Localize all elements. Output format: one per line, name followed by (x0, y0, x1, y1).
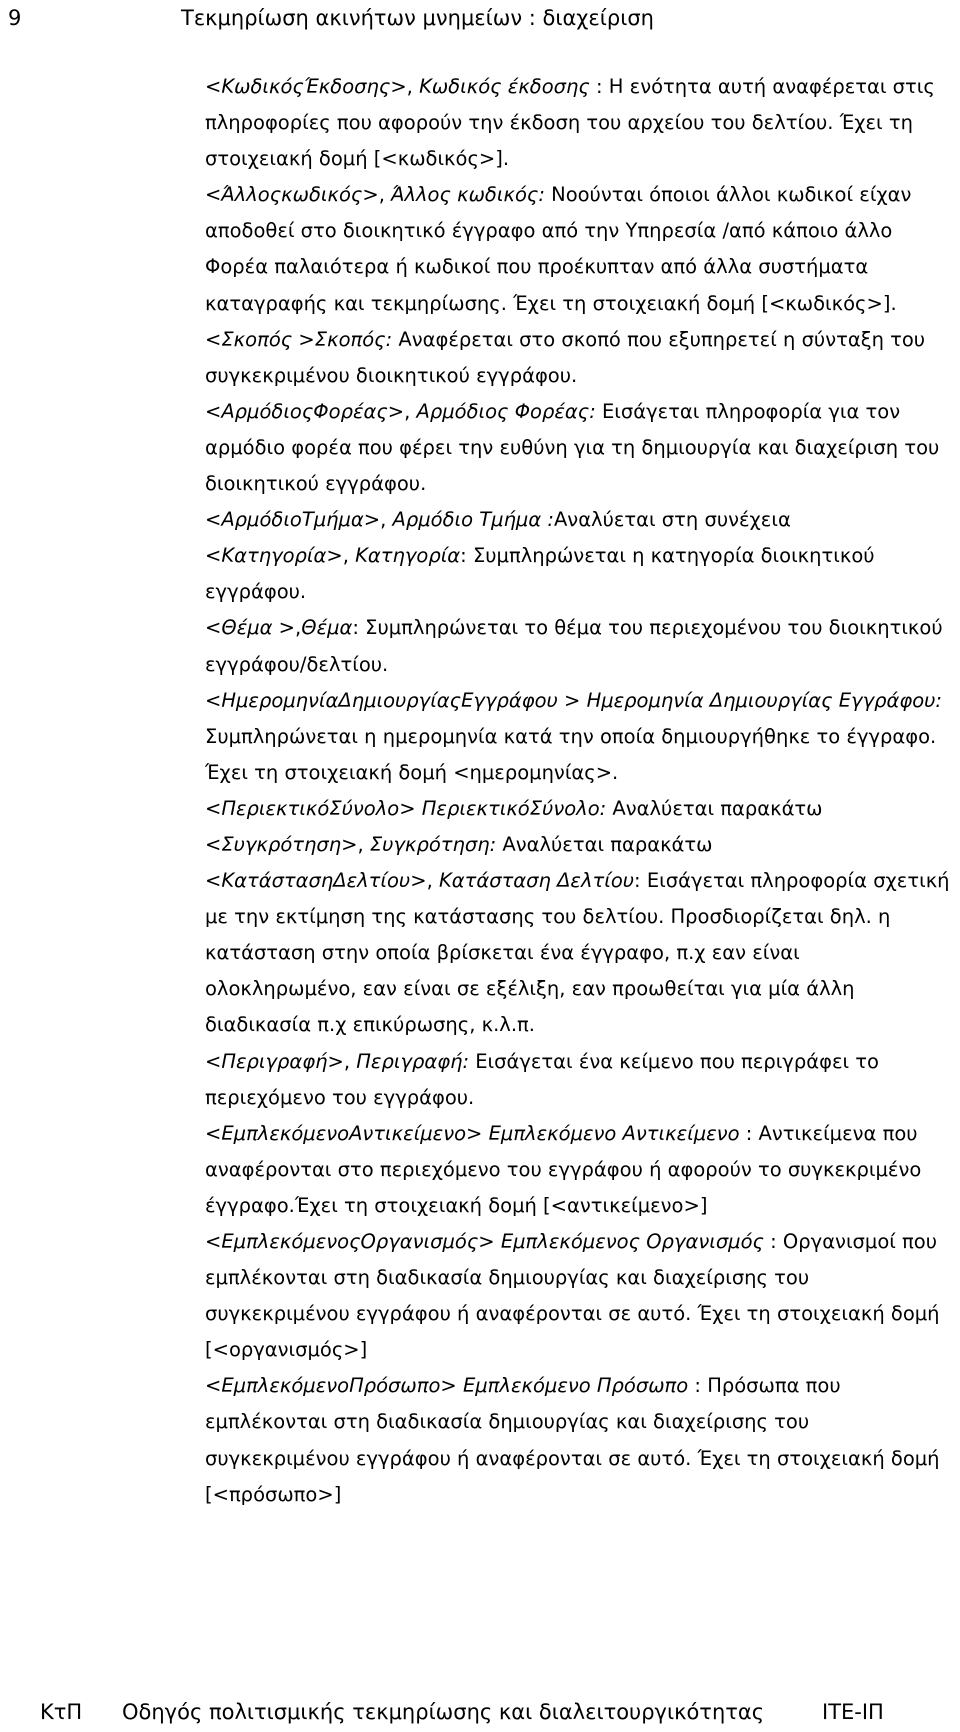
field-separator: , (342, 544, 356, 568)
field-description: : Συμπληρώνεται η κατηγορία διοικητικού εγγράφου. (205, 544, 875, 604)
field-tag: <Θέμα > (205, 616, 296, 640)
field-entry-thema (205, 610, 950, 682)
field-tag: <ΕμπλεκόμενοΑντικείμενο> (205, 1121, 483, 1145)
field-description: Εισάγεται ένα κείμενο που περιγράφει το περιεχόμενο του εγγράφου. (205, 1049, 879, 1109)
field-name: Ημερομηνία Δημιουργίας Εγγράφου: (586, 688, 942, 712)
field-tag: <Συγκρότηση> (205, 832, 358, 856)
field-name: Εμπλεκόμενος Οργανισμός (500, 1230, 764, 1253)
field-description: Νοούνται όποιοι άλλοι κωδικοί είχαν αποδοθεί στο διοικητικό έγγραφο από την Υπηρεσία /από κάποιο άλλο Φορέα παλαιότερα ή κωδικοί που προέκυπταν από άλλα συστήματα καταγραφής και τεκμηρίωσης. Έχει τη στοιχειακή δομή [<κωδικός>]. (205, 183, 912, 315)
field-description: Αναφέρεται στο σκοπό που εξυπηρετεί η σύνταξη του συγκεκριμένου διοικητικού εγγράφου. (205, 327, 926, 387)
field-tag: <Περιγραφή> (205, 1049, 344, 1073)
footer-institute: ΙΤΕ-ΙΠ (822, 1700, 884, 1724)
field-tag: <ΚατάστασηΔελτίου> (205, 869, 427, 893)
field-tag: <Κατηγορία> (205, 544, 343, 568)
field-name: Περιγραφή: (356, 1049, 470, 1073)
running-title: Τεκμηρίωση ακινήτων μνημείων : διαχείριση (181, 6, 654, 30)
page-footer (0, 1694, 960, 1730)
field-description: Εισάγεται πληροφορία για τον αρμόδιο φορέα που φέρει την ευθύνη για τη δημιουργία και διαχείριση του διοικητικού εγγράφου. (205, 399, 940, 496)
field-separator: , (404, 399, 417, 423)
field-description: : Πρόσωπα που εμπλέκονται στη διαδικασία δημιουργίας και διαχείρισης του συγκεκριμένου εγγράφου ή αναφέρονται σε αυτό. Έχει τη στοιχειακή δομή [<πρόσωπο>] (205, 1374, 940, 1506)
field-tag: <ΠεριεκτικόΣύνολο> (205, 796, 416, 820)
field-tag: <ΕμπλεκόμενοΠρόσωπο> (205, 1374, 457, 1398)
field-entry-armodio-tmima (205, 502, 950, 538)
field-name: Κατηγορία (355, 544, 461, 568)
field-entry-perigrafi (205, 1044, 950, 1116)
field-entry-emplekomenos-organismos (205, 1224, 950, 1368)
field-description: : Οργανισμοί που εμπλέκονται στη διαδικασία δημιουργίας και διαχείρισης του συγκεκριμένου εγγράφου ή αναφέρονται σε αυτό. Έχει τη στοιχειακή δομή [<οργανισμός>] (205, 1230, 940, 1362)
field-entry-allos-kodikos (205, 177, 950, 321)
footer-organization: ΚτΠ (40, 1700, 83, 1724)
field-entry-katigoria (205, 538, 950, 610)
field-entry-imerominia-dimiourgias (205, 683, 950, 791)
field-name: Αρμόδιο Τμήμα : (392, 508, 554, 532)
field-entry-skopos (205, 322, 950, 394)
field-description: Συμπληρώνεται η ημερομηνία κατά την οποία δημιουργήθηκε το έγγραφο. Έχει τη στοιχειακή δομή <ημερομηνίας>. (205, 724, 937, 784)
field-separator: , (357, 832, 370, 856)
field-entry-katastasi-deltiou (205, 863, 950, 1043)
field-name: Εμπλεκόμενο Αντικείμενο (488, 1121, 740, 1145)
field-description: : Η ενότητα αυτή αναφέρεται στις πληροφορίες που αφορούν την έκδοση του αρχείου του δελτίου. Έχει τη στοιχειακή δομή [<κωδικός>]. (205, 75, 935, 171)
field-separator: , (426, 869, 439, 893)
field-name: Άλλος κωδικός: (391, 183, 545, 207)
field-name: Συγκρότηση: (369, 832, 497, 856)
field-description: Αναλύεται παρακάτω (606, 796, 823, 820)
field-entry-emplekomeno-antikeimeno (205, 1116, 950, 1224)
field-tag: <ΑρμόδιοΤμήμα> (205, 508, 381, 532)
field-tag: <Σκοπός > (205, 327, 315, 351)
field-tag: <ΚωδικόςΈκδοσης> (205, 75, 407, 98)
field-description: Αναλύεται παρακάτω (496, 832, 713, 856)
field-entry-kodikos-ekdosis (205, 69, 950, 177)
field-descriptions (205, 69, 950, 1513)
field-name: Σκοπός: (314, 327, 393, 351)
field-entry-armodios-foreas (205, 394, 950, 502)
page-number: 9 (8, 6, 22, 30)
field-description: : Εισάγεται πληροφορία σχετική με την εκτίμηση της κατάστασης του δελτίου. Προσδιορίζεται δηλ. η κατάσταση στην οποία βρίσκεται ένα έγγραφο, π.χ εαν είναι ολοκληρωμένο, εαν είναι σε εξέλιξη, εαν προωθείται για μία άλλη διαδικασία π.χ επικύρωσης, κ.λ.π. (205, 869, 950, 1037)
field-description: : Συμπληρώνεται το θέμα του περιεχομένου του διοικητικού εγγράφου/δελτίου. (205, 616, 943, 676)
field-name: ΠεριεκτικόΣύνολο: (421, 796, 607, 820)
field-separator: , (295, 616, 302, 640)
field-entry-periektiko-synolo (205, 791, 950, 827)
field-description: Αναλύεται στη συνέχεια (553, 508, 791, 532)
field-name: Αρμόδιος Φορέας: (416, 399, 596, 423)
field-name: Κωδικός έκδοσης (419, 75, 590, 98)
field-separator: , (380, 508, 393, 532)
field-tag: <ΕμπλεκόμενοςΟργανισμός> (205, 1230, 495, 1253)
field-separator: , (343, 1049, 357, 1073)
field-name: Κατάσταση Δελτίου (438, 869, 635, 893)
footer-guide-title: Οδηγός πολιτισμικής τεκμηρίωσης και διαλειτουργικότητας (122, 1700, 765, 1724)
field-tag: <ΑρμόδιοςΦορέας> (205, 399, 405, 423)
field-entry-emplekomeno-prosopo (205, 1368, 950, 1512)
field-separator: , (406, 75, 420, 98)
field-name: Θέμα (301, 616, 353, 640)
field-name: Εμπλεκόμενο Πρόσωπο (462, 1374, 689, 1398)
field-description: : Αντικείμενα που αναφέρονται στο περιεχόμενο του εγγράφου ή αφορούν το συγκεκριμένο έγγραφο.Έχει τη στοιχειακή δομή [<αντικείμενο>] (205, 1121, 922, 1217)
field-separator: , (378, 183, 392, 207)
field-entry-sygkrotisi (205, 827, 950, 863)
field-tag: <Άλλοςκωδικός> (205, 183, 379, 207)
field-tag: <ΗμερομηνίαΔημιουργίαςΕγγράφου > (205, 688, 581, 712)
